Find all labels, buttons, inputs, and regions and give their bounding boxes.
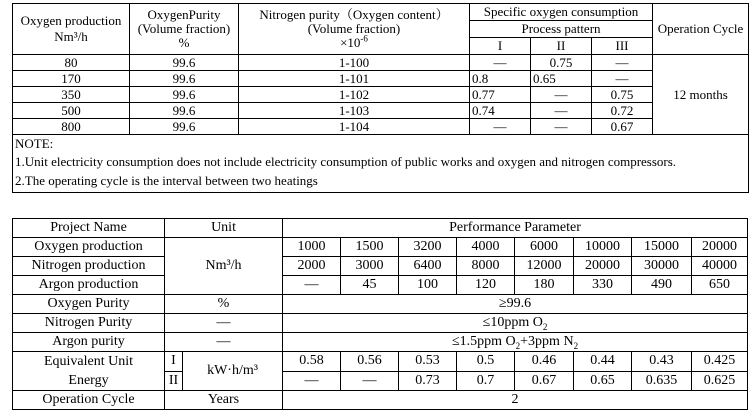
energy-II-value: 0.635 [632,371,692,391]
argon-value: 120 [457,276,515,295]
unit-production: Nm³/h [165,238,283,295]
nitrogen-value: 3000 [341,257,399,276]
oxygen-value: 10000 [574,238,632,257]
table-row [13,391,748,410]
cell-purity: 99.6 [130,119,239,135]
oxygen-production-table [12,3,749,193]
table-row [13,314,748,333]
energy-II-value: — [283,371,341,391]
argon-value: — [283,276,341,295]
cell-operation-cycle: 12 months [653,55,749,135]
cell-nitrogen: 1-102 [239,87,470,103]
unit-argon-purity: — [165,333,283,352]
header-project-name: Project Name [13,219,165,238]
header-performance-parameter: Performance Parameter [283,219,748,238]
energy-I-value: 0.53 [399,352,457,372]
header-unit: Unit [165,219,283,238]
table-row [13,71,749,87]
nitrogen-purity-subscript: 2 [542,321,548,332]
cell-pattern-3: 0.72 [592,103,653,119]
unit-operation-cycle: Years [165,391,283,410]
roman-2: II [165,371,183,391]
argon-value: 490 [632,276,692,295]
cell-production: 500 [13,103,130,119]
table-row [13,295,748,314]
energy-I-value: 0.56 [341,352,399,372]
operation-cycle-value: 2 [283,391,748,410]
header-operation-cycle: Operation Cycle [653,4,749,55]
table-row [13,87,749,103]
cell-production: 170 [13,71,130,87]
header-oxygen-purity [130,4,239,55]
table-row [13,55,749,71]
argon-purity-subscript-b: 2 [573,340,579,351]
header-purity-line1: OxygenPurity [147,7,221,22]
cell-pattern-2: — [531,103,592,119]
argon-purity-subscript-a: 2 [515,340,521,351]
note-block [13,135,749,193]
cell-purity: 99.6 [130,55,239,71]
header-nitrogen-line2: (Volume fraction) [307,21,401,36]
note-line-2: 2.The operating cycle is the interval between two heatings [15,173,318,188]
unit-energy: kW·h/m³ [183,352,283,391]
nitrogen-value: 2000 [283,257,341,276]
energy-II-value: 0.73 [399,371,457,391]
energy-II-value: 0.67 [515,371,574,391]
energy-II-value: 0.65 [574,371,632,391]
energy-II-value: — [341,371,399,391]
cell-production: 350 [13,87,130,103]
header-nitrogen-line3: ×10 [340,35,361,50]
cell-purity: 99.6 [130,103,239,119]
energy-I-value: 0.5 [457,352,515,372]
energy-I-value: 0.46 [515,352,574,372]
oxygen-value: 6000 [515,238,574,257]
cell-pattern-2: 0.65 [531,71,592,87]
cell-pattern-3: — [592,55,653,71]
table-row [13,119,749,135]
argon-value: 100 [399,276,457,295]
label-nitrogen-purity: Nitrogen Purity [13,314,165,333]
note-row [13,135,749,193]
performance-parameter-table [12,218,748,410]
nitrogen-value: 8000 [457,257,515,276]
cell-nitrogen: 1-103 [239,103,470,119]
energy-I-value: 0.58 [283,352,341,372]
oxygen-purity-value: ≥99.6 [283,295,748,314]
note-line-1: 1.Unit electricity consumption does not include electricity consumption of public works and oxygen and nitrogen compressors. [15,154,677,169]
cell-nitrogen: 1-104 [239,119,470,135]
oxygen-value: 20000 [692,238,748,257]
oxygen-value: 3200 [399,238,457,257]
argon-value: 180 [515,276,574,295]
cell-pattern-1: — [470,119,531,135]
nitrogen-value: 6400 [399,257,457,276]
cell-pattern-1: 0.77 [470,87,531,103]
energy-II-value: 0.625 [692,371,748,391]
cell-pattern-2: — [531,87,592,103]
cell-pattern-1: 0.74 [470,103,531,119]
nitrogen-value: 40000 [692,257,748,276]
header-pattern-2: II [531,38,592,55]
unit-nitrogen-purity: — [165,314,283,333]
cell-pattern-1: 0.8 [470,71,531,87]
argon-value: 650 [692,276,748,295]
table-row [13,276,748,295]
header-oxygen-production-label: Oxygen production [20,13,122,28]
nitrogen-value: 12000 [515,257,574,276]
table-row [13,238,748,257]
cell-nitrogen: 1-100 [239,55,470,71]
header-nitrogen-purity [239,4,470,55]
cell-pattern-2: 0.75 [531,55,592,71]
label-nitrogen-production: Nitrogen production [13,257,165,276]
label-oxygen-purity: Oxygen Purity [13,295,165,314]
argon-value: 45 [341,276,399,295]
oxygen-value: 4000 [457,238,515,257]
nitrogen-purity-text: ≤10ppm O [482,315,543,330]
cell-pattern-3: 0.75 [592,87,653,103]
header-oxygen-production [13,4,130,55]
cell-pattern-2: — [531,119,592,135]
equiv-line-2: Energy [68,373,109,388]
label-argon-production: Argon production [13,276,165,295]
nitrogen-purity-value [283,314,748,333]
cell-production: 80 [13,55,130,71]
argon-purity-text-b: +3ppm N [520,334,574,349]
header-nitrogen-exponent: -6 [360,33,368,44]
header-pattern-3: III [592,38,653,55]
unit-oxygen-purity: % [165,295,283,314]
argon-purity-value [283,333,748,352]
nitrogen-value: 20000 [574,257,632,276]
table-row [13,103,749,119]
note-title: NOTE: [15,136,54,151]
header-purity-line3: % [178,35,190,50]
table-row [13,352,748,372]
oxygen-value: 1500 [341,238,399,257]
argon-purity-text-a: ≤1.5ppm O [451,334,516,349]
energy-I-value: 0.43 [632,352,692,372]
label-argon-purity: Argon purity [13,333,165,352]
cell-nitrogen: 1-101 [239,71,470,87]
label-oxygen-production: Oxygen production [13,238,165,257]
energy-I-value: 0.425 [692,352,748,372]
cell-pattern-3: 0.67 [592,119,653,135]
energy-I-value: 0.44 [574,352,632,372]
table-row [13,333,748,352]
header-nitrogen-line1: Nitrogen purity（Oxygen content） [259,7,449,22]
cell-pattern-1: — [470,55,531,71]
header-pattern-1: I [470,38,531,55]
header-oxygen-production-unit: Nm³/h [54,29,88,44]
table-row [13,257,748,276]
header-purity-line2: (Volume fraction) [137,21,231,36]
header-specific-consumption: Specific oxygen consumption [470,4,653,21]
label-operation-cycle: Operation Cycle [13,391,165,410]
cell-purity: 99.6 [130,87,239,103]
label-equivalent-energy [13,352,165,391]
equiv-line-1: Equivalent Unit [43,354,134,369]
oxygen-value: 15000 [632,238,692,257]
energy-II-value: 0.7 [457,371,515,391]
cell-production: 800 [13,119,130,135]
argon-value: 330 [574,276,632,295]
oxygen-value: 1000 [283,238,341,257]
header-process-pattern: Process pattern [470,21,653,38]
cell-purity: 99.6 [130,71,239,87]
nitrogen-value: 30000 [632,257,692,276]
cell-pattern-3: — [592,71,653,87]
roman-1: I [165,352,183,372]
